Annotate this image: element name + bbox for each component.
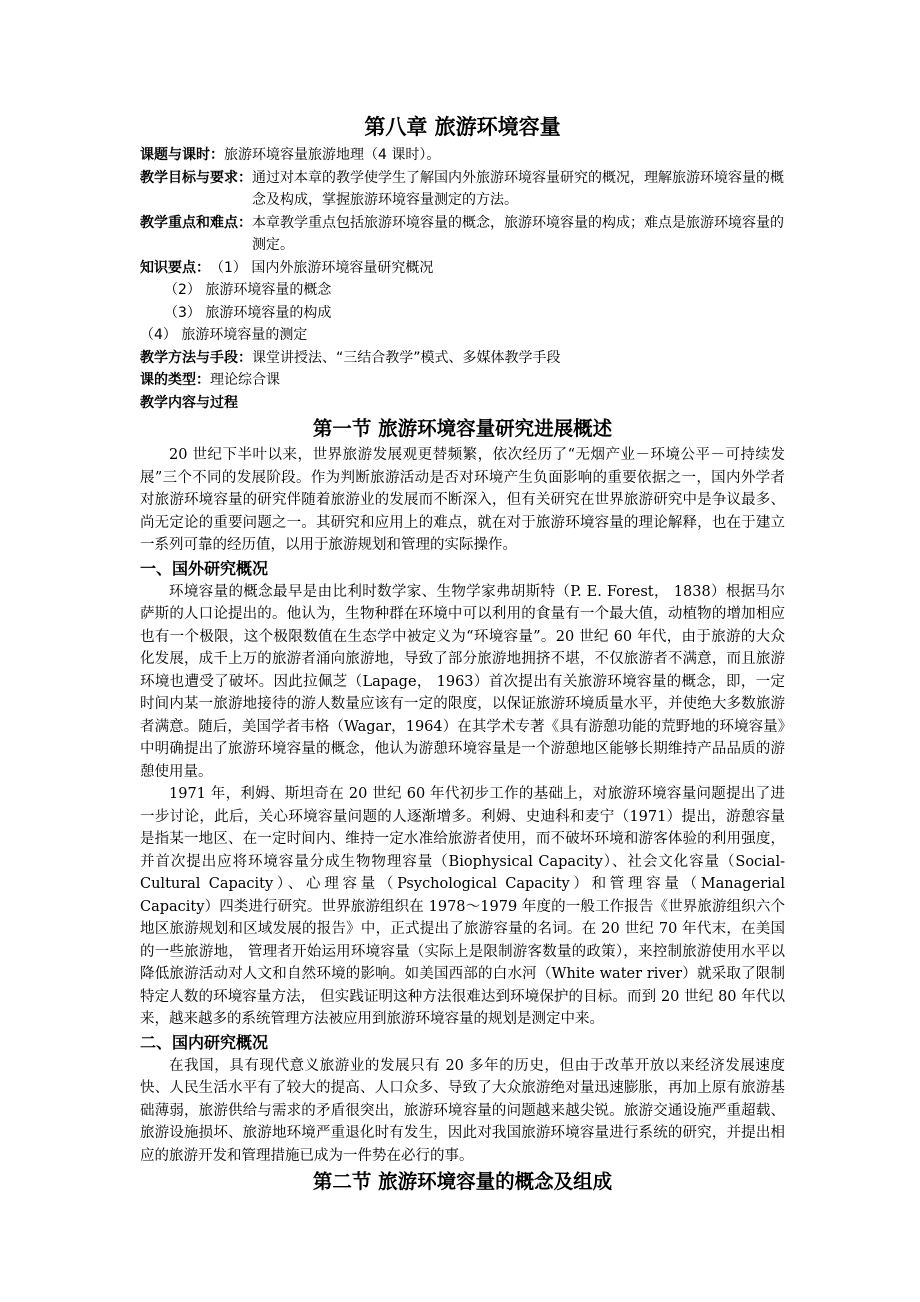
foreign-heading: 一、国外研究概况 [140,558,269,578]
topic-label: 课题与课时： [140,147,224,163]
document-page [140,112,785,1197]
key-value: 本章教学重点包括旅游环境容量的概念，旅游环境容量的构成；难点是旅游环境容量的测定。 [252,214,784,253]
content-row [140,392,785,415]
method-value: 课堂讲授法、“三结合教学”模式、多媒体教学手段 [252,349,561,366]
foreign-paragraph-1: 环境容量的概念最早是由比利时数学家、生物学家弗胡斯特（P. E. Forest， 1838）根据马尔萨斯的人口论提出的。他认为，生物种群在环境中可以利用的食量有一个最大值，动植物的增加相应也有一个极限，这个极限数值在生态学中被定义为“环境容量”。20 世纪 60 年代，由于旅游的大众化发展，成千上万的旅游者涌向旅游地，导致了部分旅游地拥挤不堪，不仅旅游者不满意，而且旅游环境也遭受了破坏。因此拉佩芝（Lapage， 1963）首次提出有关旅游环境容量的概念，即，一定时间内某一旅游地接待的游人数量应该有一定的限度，以保证旅游环境质量水平，并使绝大多数旅游者满意。随后，美国学者韦格（Wagar，1964）在其学术专著《具有游憩功能的荒野地的环境容量》中明确提出了旅游环境容量的概念，他认为游憩环境容量是一个游憩地区能够长期维持产品品质的游憩使用量。 [140,583,785,780]
section1-title: 第一节 旅游环境容量研究进展概述 [312,417,613,440]
type-label: 课的类型： [140,372,210,388]
method-label: 教学方法与手段： [140,349,252,366]
domestic-paragraph-1: 在我国，具有现代意义旅游业的发展只有 20 多年的历史，但由于改革开放以来经济发展速度快、人民生活水平有了较大的提高、人口众多、导致了大众旅游绝对量迅速膨胀，再加上原有旅游基础薄弱，旅游供给与需求的矛盾很突出，旅游环境容量的问题越来越尖锐。旅游交通设施严重超载、旅游设施损坏、旅游地环境严重退化时有发生，因此对我国旅游环境容量进行系统的研究，并提出相应的旅游开发和管理措施已成为一件势在必行的事。 [140,1057,785,1164]
key-row [140,212,785,257]
type-row [140,369,785,392]
knowledge-item-3: （3） 旅游环境容量的构成 [164,304,332,321]
knowledge-label: 知识要点： [140,259,210,276]
knowledge-item-4: （4） 旅游环境容量的测定 [140,327,308,343]
key-label: 教学重点和难点： [140,214,252,231]
foreign-paragraph-2: 1971 年，利姆、斯坦奇在 20 世纪 60 年代初步工作的基础上，对旅游环境容量问题提出了进一步讨论，此后，关心环境容量问题的人逐渐增多。利姆、史迪科和麦宁（1971）提出，游憩容量是指某一地区、在一定时间内、维持一定水准给旅游者使用，而不破坏环境和游客体验的利用强度，并首次提出应将环境容量分成生物物理容量（Biophysical Capacity）、社会文化容量（Social-Cultural Capacity）、心理容量（Psychological Capacity）和管理容量（Managerial Capacity）四类进行研究。世界旅游组织在 1978～1979 年度的一般工作报告《世界旅游组织六个地区旅游规划和区域发展的报告》中，正式提出了旅游容量的名词。在 20 世纪 70 年代末，在美国的一些旅游地， 管理者开始运用环境容量（实际上是限制游客数量的政策），来控制旅游使用水平以降低旅游活动对人文和自然环境的影响。如美国西部的白水河（White water river）就采取了限制特定人数的环境容量方法， 但实践证明这种方法很难达到环境保护的目标。而到 20 世纪 80 年代以来，越来越多的系统管理方法被应用到旅游环境容量的规划是测定中来。 [140,786,785,1027]
domestic-heading: 二、国内研究概况 [140,1032,269,1052]
goal-value: 通过对本章的教学使学生了解国内外旅游环境容量研究的概况，理解旅游环境容量的概念及构成，掌握旅游环境容量测定的方法。 [252,169,784,208]
method-row [140,347,785,370]
goal-row [140,167,785,212]
knowledge-item-2: （2） 旅游环境容量的概念 [164,282,332,298]
content-label: 教学内容与过程 [140,394,238,411]
section1-intro: 20 世纪下半叶以来，世界旅游发展观更替频繁，依次经历了“无烟产业－环境公平－可持续发展”三个不同的发展阶段。作为判断旅游活动是否对环境产生负面影响的重要依据之一，国内外学者对旅游环境容量的研究伴随着旅游业的发展而不断深入，但有关研究在世界旅游研究中是争议最多、尚无定论的重要问题之一。其研究和应用上的难点，就在对于旅游环境容量的理论解释，也在于建立一系列可靠的经历值，以用于旅游规划和管理的实际操作。 [140,447,785,553]
knowledge-row [140,257,785,280]
topic-value: 旅游环境容量旅游地理（4 课时）。 [224,147,441,163]
knowledge-item-1: （1） 国内外旅游环境容量研究概况 [210,259,434,276]
section2-title: 第二节 旅游环境容量的概念及组成 [312,1170,613,1193]
chapter-title: 第八章 旅游环境容量 [364,115,561,139]
goal-label: 教学目标与要求： [140,169,252,186]
topic-row [140,144,785,167]
type-value: 理论综合课 [210,372,280,388]
